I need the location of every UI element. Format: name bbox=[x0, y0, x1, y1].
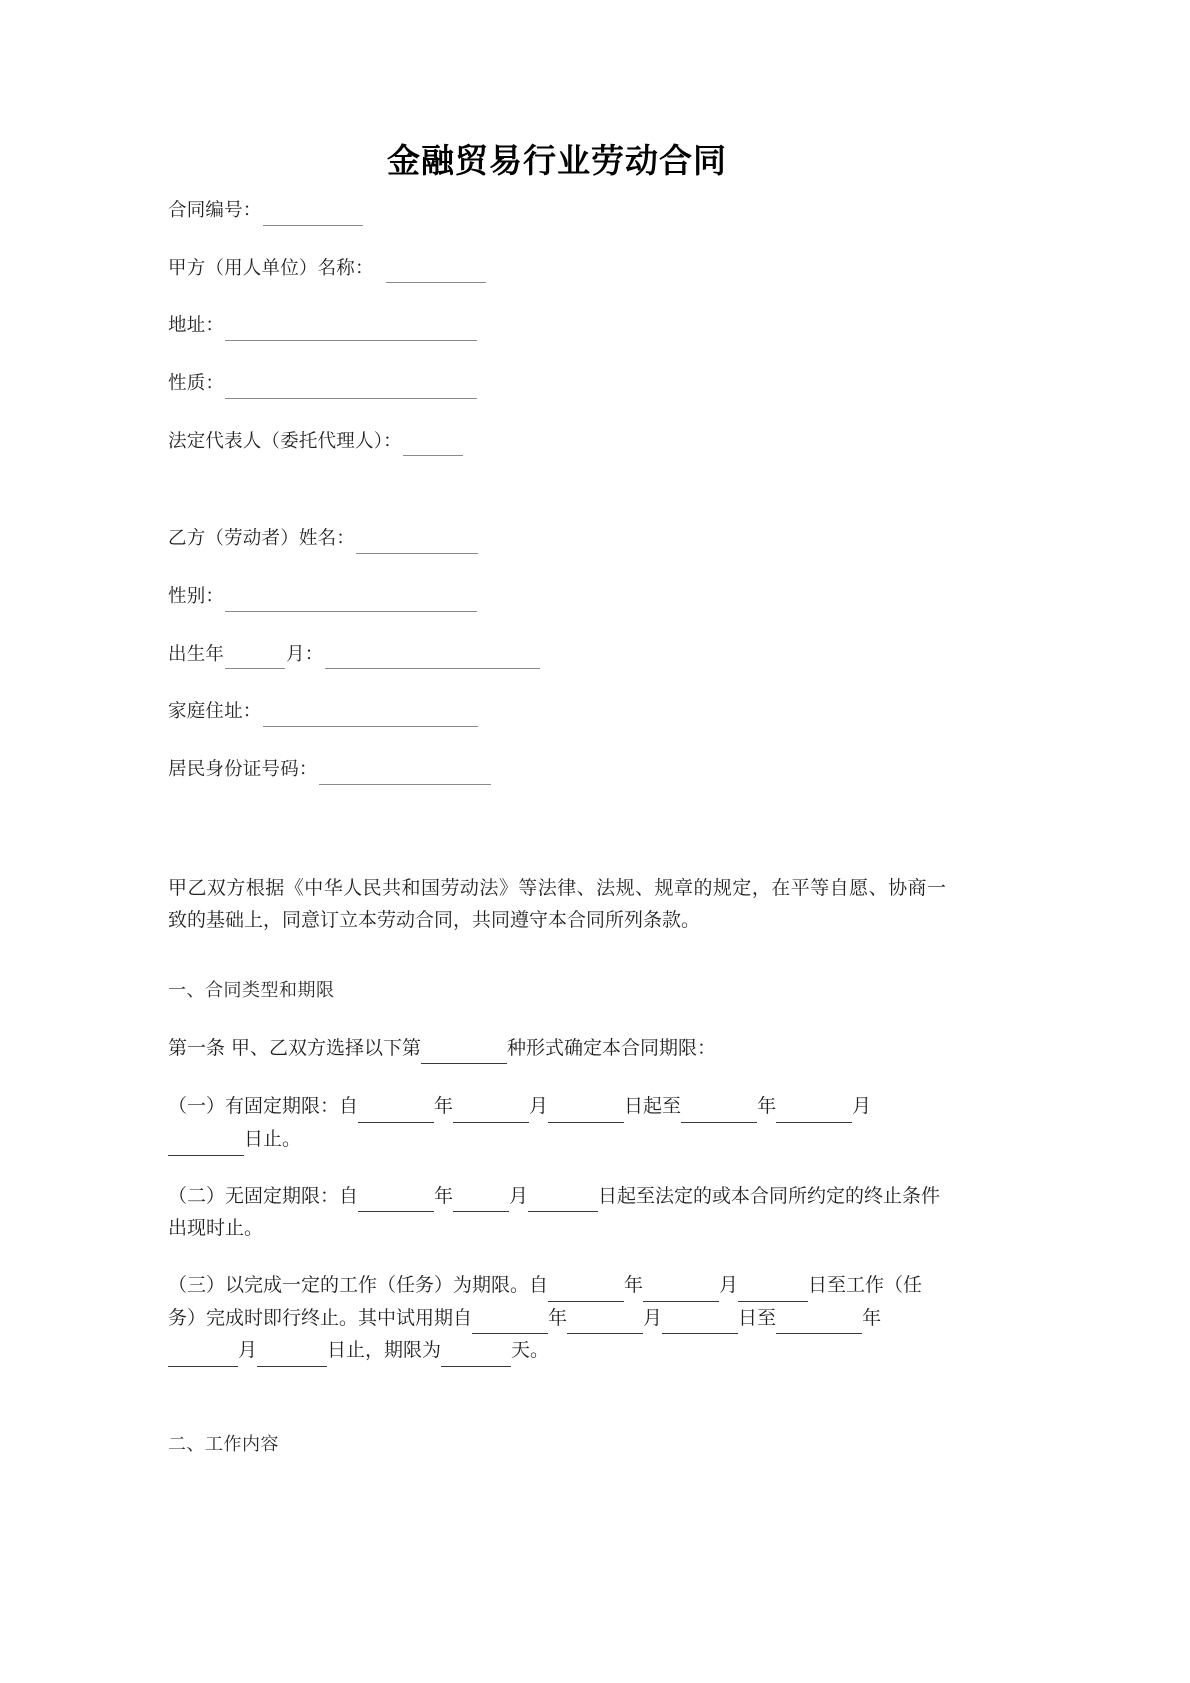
clause-item3-blank-trial-end-year[interactable] bbox=[776, 1314, 862, 1335]
clause-article-one bbox=[168, 1032, 946, 1065]
section-two-spacer bbox=[168, 1391, 946, 1431]
clause-item1-part5: 年 bbox=[757, 1095, 777, 1118]
field-legal-representative-label: 法定代表人（委托代理人）： bbox=[168, 430, 402, 452]
clause-item3-part2: 年 bbox=[624, 1274, 644, 1297]
clause-item2-part3: 月 bbox=[509, 1184, 529, 1207]
section-heading-contract-type: 一、合同类型和期限 bbox=[168, 979, 335, 1001]
field-employee-id-number-label: 居民身份证号码： bbox=[168, 758, 318, 780]
clause-article-one-blank[interactable] bbox=[421, 1043, 507, 1064]
field-legal-representative-blank[interactable] bbox=[403, 434, 463, 456]
field-employer-address-blank[interactable] bbox=[225, 319, 477, 341]
clause-item3-blank-start-day[interactable] bbox=[738, 1281, 808, 1302]
field-employee-name-label: 乙方（劳动者）姓名： bbox=[168, 528, 356, 550]
field-birth-year-blank[interactable] bbox=[225, 647, 285, 669]
preamble-paragraph: 甲乙双方根据《中华人民共和国劳动法》等法律、法规、规章的规定，在平等自愿、协商一致的基础上，同意订立本劳动合同，共同遵守本合同所列条款。 bbox=[168, 876, 946, 932]
clause-item-fixed-term bbox=[168, 1090, 946, 1155]
clause-item3-blank-trial-end-day[interactable] bbox=[257, 1346, 327, 1367]
field-employee-gender bbox=[168, 583, 946, 612]
field-employee-home-address-blank[interactable] bbox=[263, 705, 478, 727]
clause-item3-part7: 日至 bbox=[738, 1306, 777, 1329]
clause-item3-part10: 日止，期限为 bbox=[327, 1339, 442, 1362]
clause-item1-part7: 日止。 bbox=[244, 1128, 302, 1151]
page-title: 金融贸易行业劳动合同 bbox=[387, 141, 727, 180]
clause-item1-part1: （一）有固定期限：自 bbox=[168, 1095, 359, 1118]
clause-item2-part4: 日起至法定的或本合同所约定的终止条件出现时止。 bbox=[168, 1184, 941, 1240]
clause-item1-part4: 日起至 bbox=[624, 1095, 682, 1118]
clause-item2-part2: 年 bbox=[434, 1184, 454, 1207]
clause-item3-blank-start-year[interactable] bbox=[548, 1281, 624, 1302]
clause-item2-blank-month[interactable] bbox=[453, 1192, 509, 1213]
field-employer-nature-label: 性质： bbox=[168, 372, 225, 394]
field-birth-month-blank[interactable] bbox=[325, 647, 540, 669]
field-employee-id-number-blank[interactable] bbox=[319, 762, 491, 784]
clause-item3-blank-duration-days[interactable] bbox=[441, 1346, 511, 1367]
clause-item1-part3: 月 bbox=[529, 1095, 549, 1118]
field-employer-nature bbox=[168, 370, 946, 399]
preamble-spacer bbox=[168, 814, 946, 872]
clause-item1-part6: 月 bbox=[852, 1095, 872, 1118]
section-heading-job-content: 二、工作内容 bbox=[168, 1434, 279, 1456]
field-employer-name-label: 甲方（用人单位）名称： bbox=[168, 257, 374, 279]
clause-article-one-suffix: 种形式确定本合同期限： bbox=[507, 1036, 717, 1059]
clause-item3-part5: 年 bbox=[548, 1306, 568, 1329]
field-employee-birthdate bbox=[168, 641, 946, 670]
field-employer-nature-blank[interactable] bbox=[225, 376, 477, 398]
clause-item3-part11: 天。 bbox=[511, 1339, 550, 1362]
field-birth-prefix-label: 出生年 bbox=[168, 643, 225, 665]
field-employee-gender-blank[interactable] bbox=[225, 589, 477, 611]
clause-item-open-term bbox=[168, 1180, 946, 1245]
clause-item2-blank-day[interactable] bbox=[528, 1192, 598, 1213]
document-content bbox=[168, 140, 946, 1486]
field-employee-home-address-label: 家庭住址： bbox=[168, 701, 262, 723]
field-employer-name bbox=[168, 255, 946, 284]
clause-item3-blank-trial-end-month[interactable] bbox=[168, 1346, 238, 1367]
field-employee-home-address bbox=[168, 698, 946, 727]
clause-item3-part8: 年 bbox=[862, 1306, 882, 1329]
heading-spacer bbox=[168, 963, 946, 977]
field-contract-number-blank[interactable] bbox=[263, 203, 363, 225]
clause-item3-blank-start-month[interactable] bbox=[643, 1281, 719, 1302]
clause-item3-blank-trial-start-day[interactable] bbox=[662, 1314, 738, 1335]
field-employer-address bbox=[168, 312, 946, 341]
field-contract-number bbox=[168, 197, 946, 226]
clause-item1-blank-start-month[interactable] bbox=[453, 1102, 529, 1123]
clause-item3-part1: （三）以完成一定的工作（任务）为期限。自 bbox=[168, 1274, 549, 1297]
field-employee-gender-label: 性别： bbox=[168, 585, 225, 607]
clause-item1-blank-start-year[interactable] bbox=[358, 1102, 434, 1123]
field-contract-number-label: 合同编号： bbox=[168, 199, 262, 221]
clause-item1-blank-end-day[interactable] bbox=[168, 1135, 244, 1156]
clause-item1-part2: 年 bbox=[434, 1095, 454, 1118]
clause-item3-blank-trial-start-year[interactable] bbox=[472, 1314, 548, 1335]
field-employee-id-number bbox=[168, 756, 946, 785]
clause-item3-blank-trial-start-month[interactable] bbox=[567, 1314, 643, 1335]
clause-article-one-prefix: 第一条 甲、乙双方选择以下第 bbox=[168, 1036, 422, 1059]
field-legal-representative bbox=[168, 428, 946, 457]
clause-item3-part3: 月 bbox=[719, 1274, 739, 1297]
field-employee-name-blank[interactable] bbox=[356, 532, 478, 554]
clause-item3-part4: 日至工作（任务）完成时即行终止。其中试用期自 bbox=[168, 1274, 923, 1329]
field-birth-middle-label: 月： bbox=[286, 643, 324, 665]
clause-item-task-based bbox=[168, 1269, 946, 1367]
clause-item3-part6: 月 bbox=[643, 1306, 663, 1329]
field-employee-name bbox=[168, 525, 946, 554]
field-employer-address-label: 地址： bbox=[168, 315, 225, 337]
field-employer-name-blank[interactable] bbox=[386, 261, 486, 283]
clause-item1-blank-end-month[interactable] bbox=[776, 1102, 852, 1123]
clause-item1-blank-start-day[interactable] bbox=[548, 1102, 624, 1123]
section-spacer bbox=[168, 485, 946, 525]
clause-item1-blank-end-year[interactable] bbox=[681, 1102, 757, 1123]
clause-item3-part9: 月 bbox=[238, 1339, 258, 1362]
clause-item2-blank-year[interactable] bbox=[358, 1192, 434, 1213]
clause-item2-part1: （二）无固定期限：自 bbox=[168, 1184, 359, 1207]
